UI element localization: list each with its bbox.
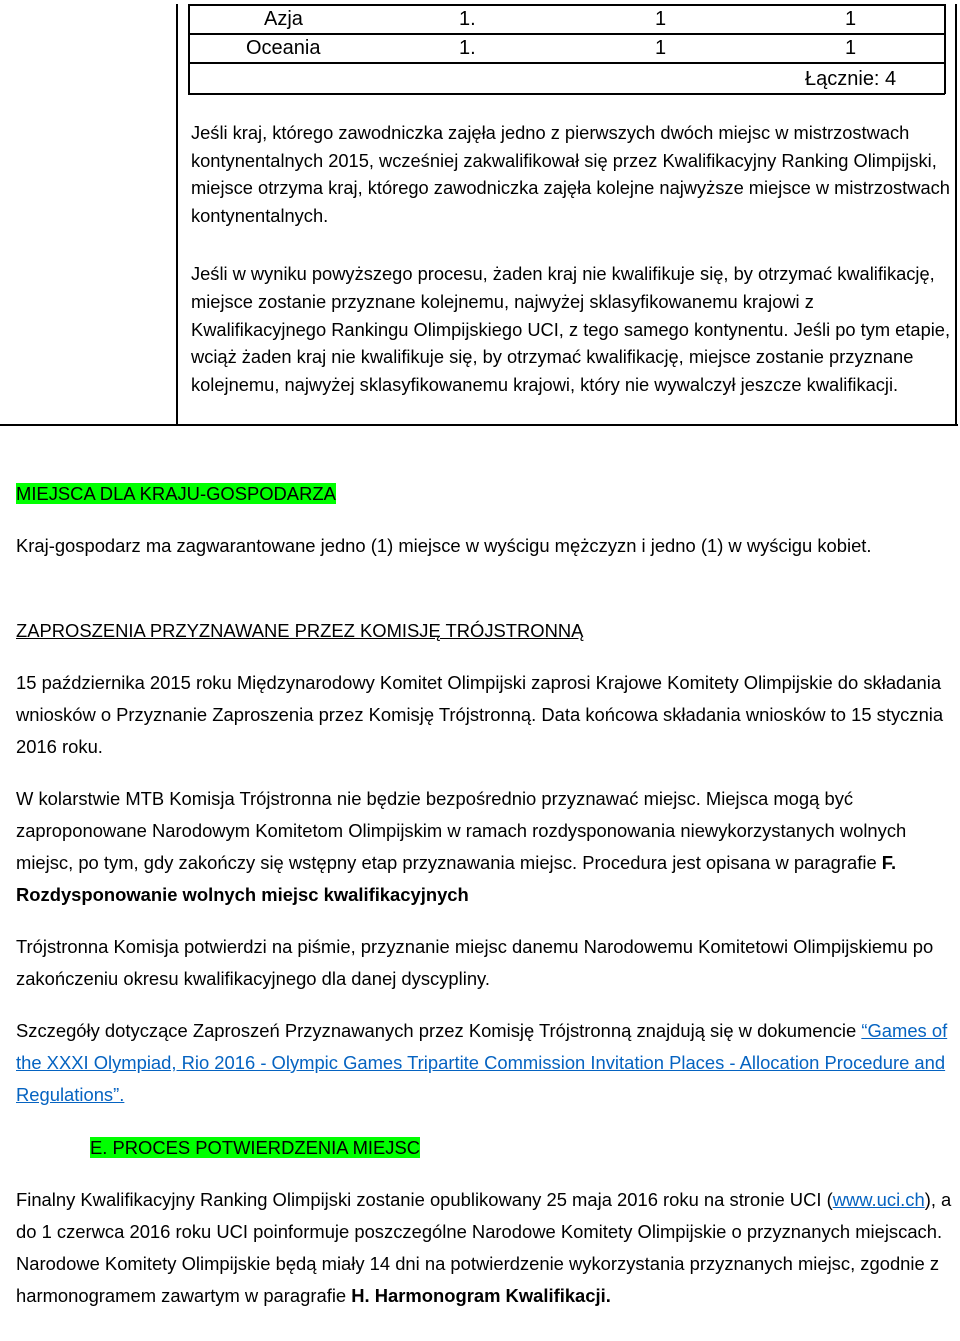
table-total: Łącznie: 4 (805, 68, 897, 90)
paragraph-text: ), a do 1 czerwca 2016 roku UCI poinformuje poszczególne Narodowe Komitety Olimpijskie o przyznanych miejscach. Narodowe Komitety Olimpijskie będą miały 14 dni na potwierdzenie wykorzystania przyznanych miejsc, zgodnie z harmonogramem zawartym w paragrafie (16, 1189, 952, 1306)
table-border-bottom (0, 424, 958, 426)
paragraph-text: W kolarstwie MTB Komisja Trójstronna nie będzie bezpośrednio przyznawać miejsc. Miejsca mogą być zaproponowane Narodowym Komitetom Olimpijskim w ramach rozdysponowania niewykorzystanych wolnych miejsc, po tym, gdy zakończy się wstępny etap przyznawania miejsc. Procedura jest opisana w paragrafie (16, 788, 907, 873)
table-paragraph: Jeśli w wyniku powyższego procesu, żaden kraj nie kwalifikuje się, by otrzymać kwalifikację, miejsce zostanie przyznane kolejnemu, najwyżej sklasyfikowanemu krajowi z Kwalifikacyjnego Rankingu Olimpijskiego UCI, z tego samego kontynentu. Jeśli po tym etapie, wciąż żaden kraj nie kwalifikuje się, by otrzymać kwalifikację, miejsce zostanie przyznane kolejnemu, najwyżej sklasyfikowanemu krajowi, który nie wywalczył jeszcze kwalifikacji. (191, 263, 951, 396)
confirmation-heading (90, 1132, 950, 1164)
qualification-table (0, 4, 958, 426)
tripartite-paragraph (16, 783, 956, 911)
table-cell-region: Oceania (246, 37, 321, 59)
host-text: Kraj-gospodarz ma zagwarantowane jedno (1) miejsce w wyścigu mężczyzn i jedno (1) w wyścigu kobiet. (16, 535, 872, 556)
confirmation-heading-text: E. PROCES POTWIERDZENIA MIEJSC (90, 1137, 421, 1158)
tripartite-paragraph: 15 października 2015 roku Międzynarodowy Komitet Olimpijski zaprosi Krajowe Komitety Olimpijskie do składania wniosków o Przyznanie Zaproszenia przez Komisję Trójstronną. Data końcowa składania wniosków to 15 stycznia 2016 roku. (16, 672, 944, 757)
table-cell-value: 1. (459, 8, 476, 30)
table-paragraph: Jeśli kraj, którego zawodniczka zajęła jedno z pierwszych dwóch miejsc w mistrzostwach kontynentalnych 2015, wcześniej zakwalifikował się przez Kwalifikacyjny Ranking Olimpijski, miejsce otrzyma kraj, którego zawodniczka zajęła kolejne najwyższe miejsce w mistrzostwach kontynentalnych. (191, 122, 950, 226)
paragraph-reference: H. Harmonogram Kwalifikacji. (351, 1285, 611, 1306)
confirmation-paragraph (16, 1184, 956, 1312)
table-cell-value: 1. (459, 37, 476, 59)
regulations-document-link[interactable]: “Games of the XXXI Olympiad, Rio 2016 - Olympic Games Tripartite Commission Invitation Places - Allocation Procedure and Regulations”. (16, 1020, 948, 1105)
paragraph-text: Finalny Kwalifikacyjny Ranking Olimpijski zostanie opublikowany 25 maja 2016 roku na stronie UCI ( (16, 1189, 833, 1210)
table-cell-region: Azja (264, 8, 303, 30)
table-cell-value: 1 (655, 37, 667, 59)
paragraph-reference: F. Rozdysponowanie wolnych miejsc kwalifikacyjnych (16, 852, 897, 905)
tripartite-heading-text: ZAPROSZENIA PRZYZNAWANE PRZEZ KOMISJĘ TRÓJSTRONNĄ (16, 620, 584, 641)
host-heading-text: MIEJSCA DLA KRAJU-GOSPODARZA (16, 483, 336, 504)
host-heading (16, 478, 956, 510)
tripartite-paragraph (16, 1015, 956, 1111)
table-border-right (955, 4, 957, 426)
table-row-divider (188, 62, 945, 64)
table-cell-value: 1 (845, 37, 857, 59)
table-cell-value: 1 (655, 8, 667, 30)
tripartite-paragraph: Trójstronna Komisja potwierdzi na piśmie, przyznanie miejsc danemu Narodowemu Komitetowi Olimpijskiemu po zakończeniu okresu kwalifikacyjnego dla danej dyscypliny. (16, 936, 934, 989)
table-cell-value: 1 (845, 8, 857, 30)
paragraph-text: Szczegóły dotyczące Zaproszeń Przyznawanych przez Komisję Trójstronną znajdują się w dokumencie (16, 1020, 862, 1041)
table-row-divider (188, 93, 945, 95)
table-col-divider (944, 4, 946, 94)
table-border-left (176, 4, 178, 426)
table-col-divider (188, 4, 190, 94)
uci-website-link[interactable]: www.uci.ch (832, 1189, 925, 1210)
tripartite-heading (16, 615, 956, 647)
